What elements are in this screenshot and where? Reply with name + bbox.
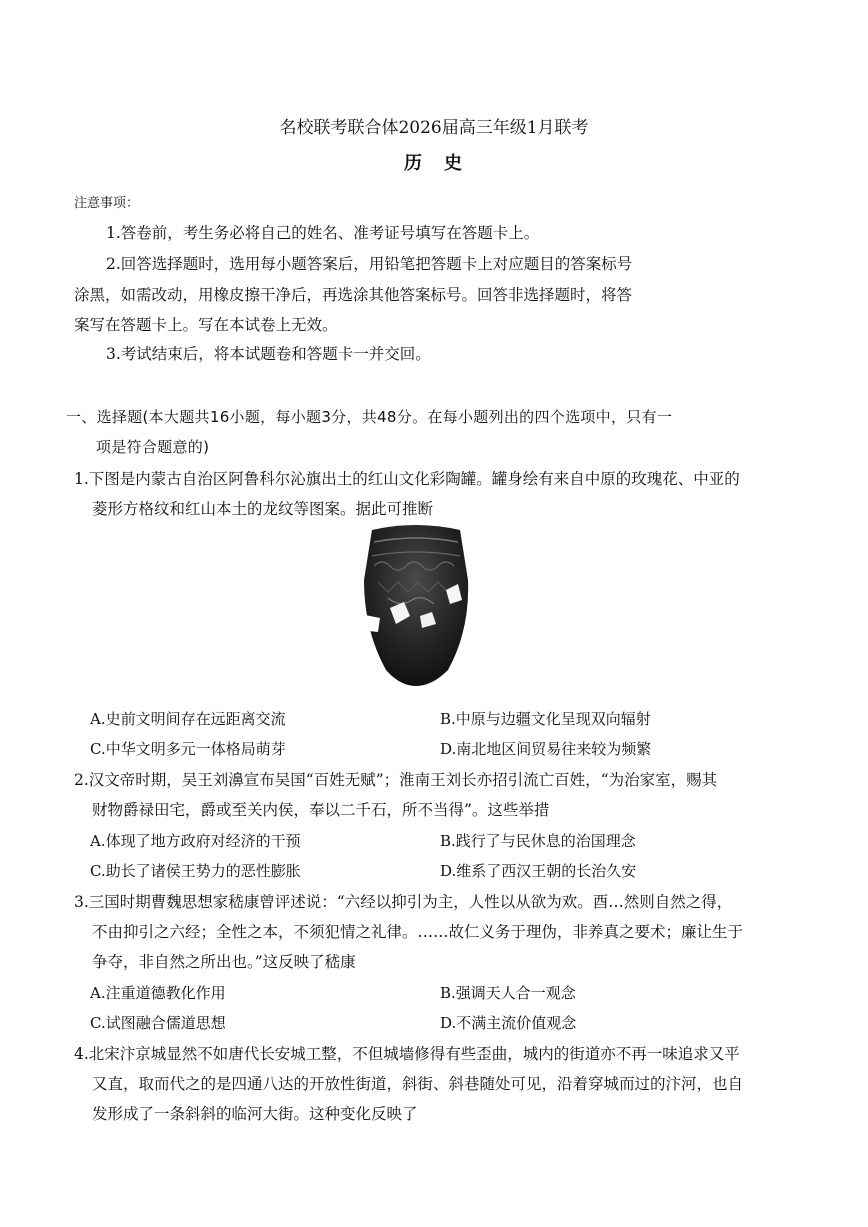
notice-line-2: 2.回答选择题时，选用每小题答案后，用铅笔把答题卡上对应题目的答案标号 — [106, 255, 633, 273]
question-3-option-b: B.强调天人合一观念 — [440, 984, 576, 1002]
notice-line-4: 案写在答题卡上。写在本试卷上无效。 — [74, 316, 338, 334]
exam-title: 名校联考联合体2026届高三年级1月联考 — [279, 118, 589, 138]
notice-line-1: 1.答卷前，考生务必将自己的姓名、准考证号填写在答题卡上。 — [106, 224, 540, 242]
painted-pottery-jar-image — [360, 520, 472, 688]
question-2-option-a: A.体现了地方政府对经济的干预 — [90, 832, 301, 850]
question-3-stem: 3.三国时期曹魏思想家嵇康曾评述说：“六经以抑引为主，人性以从欲为欢。酉…然则自然之得， — [74, 893, 733, 911]
question-4-stem-cont-2: 发形成了一条斜斜的临河大街。这种变化反映了 — [92, 1105, 418, 1123]
question-2-option-b: B.践行了与民休息的治国理念 — [440, 832, 636, 850]
question-3-option-d: D.不满主流价值观念 — [440, 1014, 577, 1032]
question-3-stem-cont-1: 不由抑引之六经；全性之本，不须犯情之礼律。……故仁义务于理伪，非养真之要术；廉让生于 — [92, 923, 744, 941]
question-1-option-c: C.中华文明多元一体格局萌芽 — [90, 740, 286, 758]
section-heading: 一、选择题(本大题共16小题，每小题3分，共48分。在每小题列出的四个选项中，只有一 — [66, 408, 673, 426]
section-heading-cont: 项是符合题意的) — [96, 438, 210, 456]
question-1-stem: 1.下图是内蒙古自治区阿鲁科尔沁旗出土的红山文化彩陶罐。罐身绘有来自中原的玫瑰花、中亚的 — [74, 470, 740, 488]
question-4-stem-cont-1: 又直，取而代之的是四通八达的开放性街道，斜街、斜巷随处可见，沿着穿城而过的汴河，也自 — [92, 1075, 744, 1093]
question-3-option-a: A.注重道德教化作用 — [90, 984, 226, 1002]
question-2-option-d: D.维系了西汉王朝的长治久安 — [440, 862, 637, 880]
question-4-stem: 4.北宋汴京城显然不如唐代长安城工整，不但城墙修得有些歪曲，城内的街道亦不再一味追求又平 — [74, 1045, 740, 1063]
subject-title: 历 史 — [404, 153, 464, 174]
notice-heading: 注意事项： — [74, 196, 140, 211]
question-2-stem-cont: 财物爵禄田宅，爵或至关内侯，奉以二千石，所不当得”。这些举措 — [92, 801, 550, 819]
question-1-option-b: B.中原与边疆文化呈现双向辐射 — [440, 710, 651, 728]
question-1-stem-cont: 菱形方格纹和红山本土的龙纹等图案。据此可推断 — [92, 500, 434, 518]
question-2-option-c: C.助长了诸侯王势力的恶性膨胀 — [90, 862, 301, 880]
question-1-option-d: D.南北地区间贸易往来较为频繁 — [440, 740, 652, 758]
notice-line-5: 3.考试结束后，将本试题卷和答题卡一并交回。 — [106, 345, 431, 363]
question-1-option-a: A.史前文明间存在远距离交流 — [90, 710, 286, 728]
question-3-stem-cont-2: 争夺，非自然之所出也。”这反映了嵇康 — [92, 953, 356, 971]
notice-line-3: 涂黑，如需改动，用橡皮擦干净后，再选涂其他答案标号。回答非选择题时，将答 — [74, 286, 633, 304]
question-3-option-c: C.试图融合儒道思想 — [90, 1014, 226, 1032]
question-2-stem: 2.汉文帝时期，吴王刘濞宣布吴国“百姓无赋”；淮南王刘长亦招引流亡百姓，“为治家室，赐其 — [74, 771, 718, 789]
